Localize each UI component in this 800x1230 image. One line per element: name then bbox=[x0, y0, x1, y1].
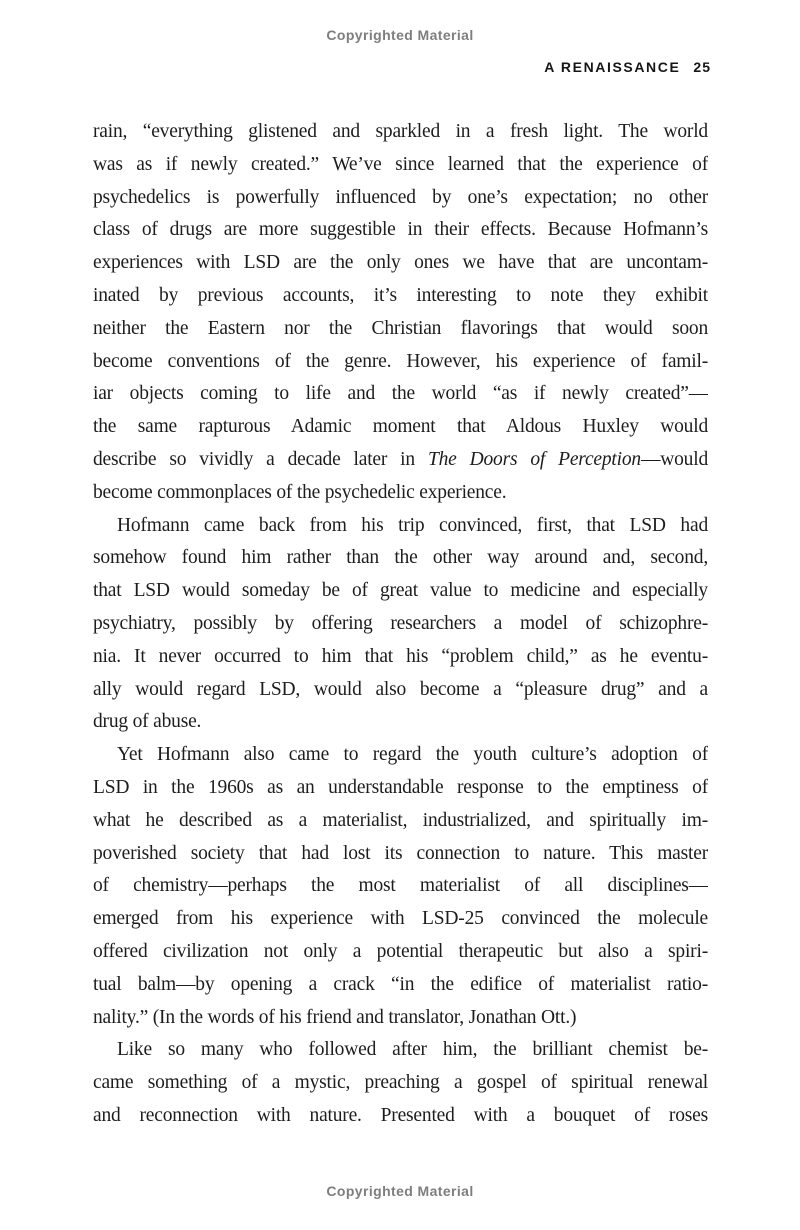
text-line: inated by previous accounts, it’s interesting to note they exhibit bbox=[93, 284, 708, 306]
text-line: LSD in the 1960s as an understandable response to the emptiness of bbox=[93, 776, 708, 798]
text-line: neither the Eastern nor the Christian flavorings that would soon bbox=[93, 317, 708, 339]
text-line: the same rapturous Adamic moment that Aldous Huxley would bbox=[93, 416, 708, 438]
chapter-title: A RENAISSANCE bbox=[544, 59, 681, 75]
text-line: drug of abuse. bbox=[93, 711, 202, 733]
text-line: psychiatry, possibly by offering researchers a model of schizophre- bbox=[93, 612, 708, 634]
text-line: what he described as a materialist, industrialized, and spiritually im- bbox=[93, 809, 708, 831]
text-line: offered civilization not only a potential therapeutic but also a spiri- bbox=[93, 940, 708, 962]
page-number: 25 bbox=[693, 59, 711, 75]
text-line: rain, “everything glistened and sparkled in a fresh light. The world bbox=[93, 121, 708, 142]
text-line: Hofmann came back from his trip convinced, first, that LSD had bbox=[117, 514, 708, 536]
text-line: nality.” (In the words of his friend and translator, Jonathan Ott.) bbox=[93, 1006, 577, 1028]
text-line: of chemistry—perhaps the most materialist of all disciplines— bbox=[93, 875, 708, 897]
text-line: tual balm—by opening a crack “in the edifice of materialist ratio- bbox=[93, 973, 708, 995]
text-line: become commonplaces of the psychedelic experience. bbox=[93, 481, 507, 503]
page-body bbox=[93, 116, 708, 1133]
text-line: and reconnection with nature. Presented with a bouquet of roses bbox=[93, 1104, 708, 1126]
text-line: describe so vividly a decade later in The Doors of Perception—would bbox=[93, 448, 708, 470]
text-line: psychedelics is powerfully influenced by one’s expectation; no other bbox=[93, 186, 708, 208]
copyright-notice-bottom: Copyrighted Material bbox=[326, 1183, 474, 1199]
text-line: become conventions of the genre. However, his experience of famil- bbox=[93, 350, 708, 372]
text-line: experiences with LSD are the only ones we have that are uncontam- bbox=[93, 252, 708, 274]
copyright-notice-top: Copyrighted Material bbox=[326, 27, 474, 43]
text-line: that LSD would someday be of great value to medicine and especially bbox=[93, 580, 708, 602]
text-line: somehow found him rather than the other way around and, second, bbox=[93, 547, 708, 569]
text-line: iar objects coming to life and the world “as if newly created”— bbox=[93, 383, 708, 405]
text-line: nia. It never occurred to him that his “problem child,” as he eventu- bbox=[93, 645, 708, 667]
running-header bbox=[544, 59, 711, 75]
text-line: emerged from his experience with LSD-25 convinced the molecule bbox=[93, 908, 708, 930]
text-line: was as if newly created.” We’ve since learned that the experience of bbox=[93, 153, 708, 175]
text-line: Yet Hofmann also came to regard the youth culture’s adoption of bbox=[117, 744, 708, 766]
text-line: class of drugs are more suggestible in their effects. Because Hofmann’s bbox=[93, 219, 708, 241]
text-line: came something of a mystic, preaching a gospel of spiritual renewal bbox=[93, 1072, 708, 1094]
text-line: ally would regard LSD, would also become a “pleasure drug” and a bbox=[93, 678, 708, 700]
text-line: poverished society that had lost its connection to nature. This master bbox=[93, 842, 708, 864]
text-line: Like so many who followed after him, the brilliant chemist be- bbox=[117, 1039, 708, 1061]
